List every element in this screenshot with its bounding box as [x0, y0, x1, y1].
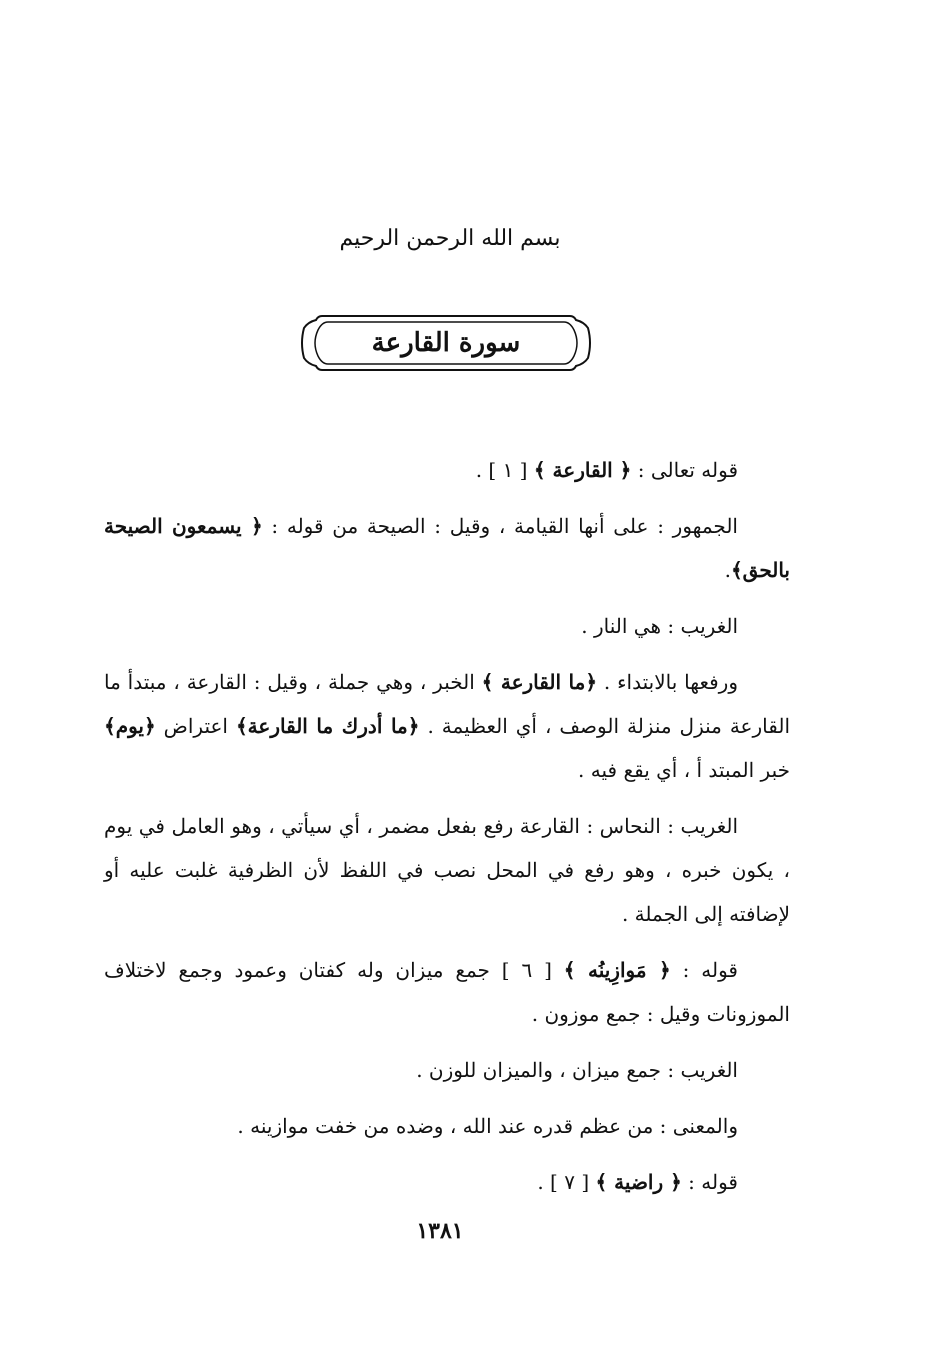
- paragraph-text: [ ١ ] .: [475, 458, 534, 482]
- paragraph-text: اعتراض: [155, 714, 236, 738]
- quranic-quote: ﴿ما أدرك ما القارعة﴾: [235, 714, 420, 738]
- paragraph-text: والمعنى : من عظم قدره عند الله ، وضده من خفت موازينه .: [237, 1114, 738, 1138]
- paragraph-text: الغريب : النحاس : القارعة رفع بفعل مضمر ، أي سيأتي ، وهو العامل في يوم ، يكون خبره ، وهو رفع في المحل نصب في اللفظ لأن الظرفية غلبت عليه أو لإضافته إلى الجملة .: [104, 814, 790, 926]
- surah-title-frame: [300, 312, 592, 374]
- quranic-quote: ﴿ راضية ﴾: [595, 1170, 682, 1194]
- paragraph: [104, 1048, 790, 1092]
- paragraph-text: خبر المبتد أ ، أي يقع فيه .: [578, 758, 790, 782]
- paragraph-text: قوله :: [681, 1170, 738, 1194]
- basmala-heading: بسم الله الرحمن الرحيم: [339, 226, 561, 251]
- quranic-quote: ﴿ القارعة ﴾: [533, 458, 632, 482]
- paragraph-text: الخبر ، وهي جملة ، وقيل : القارعة ، مبتدأ ما القارعة منزل منزلة الوصف ، أي العظيمة .: [104, 670, 791, 738]
- paragraph-text: [ ٦ ] جمع ميزان وله كفتان وعمود وجمع لاختلاف الموزونات وقيل : جمع موزون .: [104, 958, 790, 1026]
- paragraph: [104, 948, 790, 1036]
- paragraph-text: الجمهور : على أنها القيامة ، وقيل : الصيحة من قوله :: [262, 514, 738, 538]
- paragraph: [104, 504, 790, 592]
- paragraph: [104, 804, 790, 936]
- paragraph: [104, 604, 790, 648]
- quranic-quote: ﴿ما القارعة ﴾: [481, 670, 598, 694]
- surah-title: سورة القارعة: [371, 328, 521, 358]
- paragraph-text: الغريب : جمع ميزان ، والميزان للوزن .: [416, 1058, 738, 1082]
- paragraph-text: قوله تعالى :: [631, 458, 738, 482]
- paragraph-text: قوله :: [670, 958, 738, 982]
- quranic-quote: ﴿ مَوازِينُه ﴾: [563, 958, 671, 982]
- paragraph-text: .: [724, 558, 731, 582]
- paragraph: [104, 660, 790, 792]
- quranic-quote: ﴿يوم﴾: [104, 714, 156, 738]
- paragraph: [104, 448, 790, 492]
- commentary-text: [104, 448, 790, 1216]
- paragraph-text: [ ٧ ] .: [537, 1170, 596, 1194]
- page-number: ١٣٨١: [416, 1218, 464, 1244]
- paragraph-text: الغريب : هي النار .: [581, 614, 738, 638]
- paragraph: [104, 1104, 790, 1148]
- paragraph-text: ورفعها بالابتداء .: [597, 670, 738, 694]
- quranic-quote: ﴿ يسمعون الصيحة بالحق﴾: [104, 514, 790, 582]
- paragraph: [104, 1160, 790, 1204]
